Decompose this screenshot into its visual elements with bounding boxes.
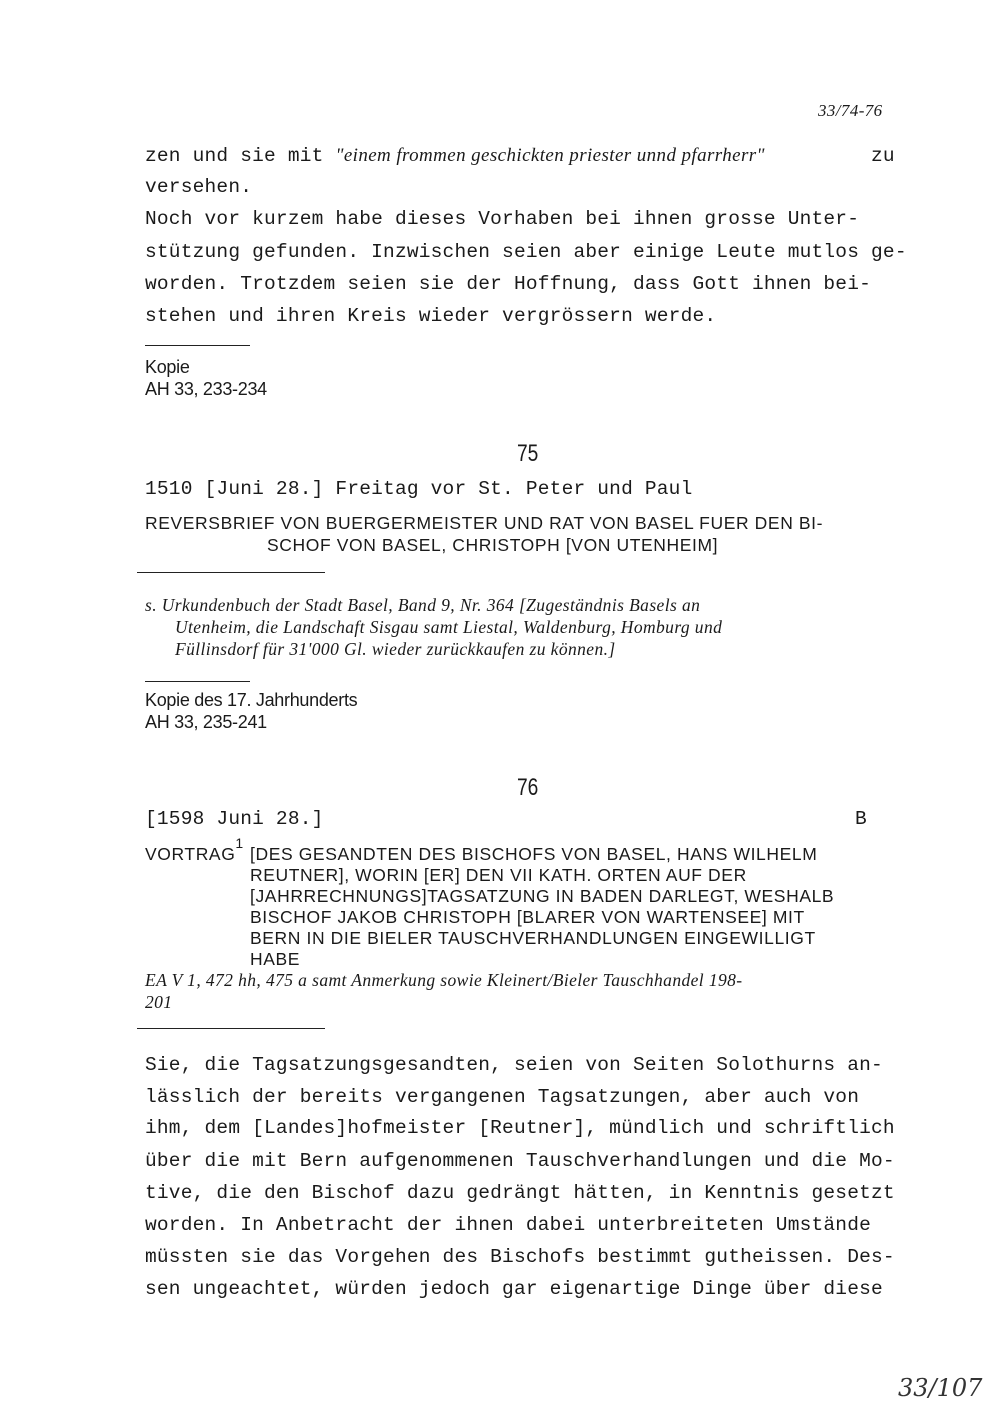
document-date: 1510 [Juni 28.] Freitag vor St. Peter und Paul [145, 478, 693, 500]
footnote-marker: 1 [235, 835, 244, 851]
source-ref: AH 33, 235-241 [145, 712, 267, 732]
text-line: ihm, dem [Landes]hofmeister [Reutner], mündlich und schriftlich [145, 1117, 895, 1139]
text-line: Noch vor kurzem habe dieses Vorhaben bei ihnen grosse Unter- [145, 208, 860, 230]
text-line: tive, die den Bischof dazu gedrängt hätten, in Kenntnis gesetzt [145, 1182, 895, 1204]
document-title: HABE [250, 949, 301, 969]
note-line: Utenheim, die Landschaft Sisgau samt Liestal, Waldenburg, Homburg und [175, 617, 723, 637]
separator-rule [145, 681, 250, 682]
handwritten-folio-number: 33/107 [898, 1374, 983, 1402]
text-line: zen und sie mit "einem frommen geschickten priester unnd pfarrherr" [145, 145, 765, 167]
page-reference: 33/74-76 [818, 101, 883, 120]
text-line: müssten sie das Vorgehen des Bischofs bestimmt gutheissen. Des- [145, 1246, 895, 1268]
separator-rule [137, 572, 325, 573]
text-line: worden. Trotzdem seien sie der Hoffnung, dass Gott ihnen bei- [145, 273, 872, 295]
document-title: REUTNER], WORIN [ER] DEN VII KATH. ORTEN AUF DER [250, 865, 747, 885]
text-line: versehen. [145, 176, 253, 198]
document-number: 76 [517, 774, 539, 801]
source-label: Kopie [145, 357, 190, 377]
document-title: BISCHOF JAKOB CHRISTOPH [BLARER VON WARTENSEE] MIT [250, 907, 805, 927]
document-title: [DES GESANDTEN DES BISCHOFS VON BASEL, HANS WILHELM [250, 844, 818, 864]
document-letter: B [855, 808, 867, 830]
source-ref: AH 33, 233-234 [145, 379, 267, 399]
document-title: REVERSBRIEF VON BUERGERMEISTER UND RAT VON BASEL FUER DEN BI- [145, 513, 824, 533]
text-line: lässlich der bereits vergangenen Tagsatzungen, aber auch von [145, 1086, 860, 1108]
note-line: Füllinsdorf für 31'000 Gl. wieder zurückkaufen zu können.] [175, 639, 616, 659]
document-title-prefix: VORTRAG$^1$ [145, 835, 244, 864]
text-line: zu [871, 145, 895, 167]
source-label: Kopie des 17. Jahrhunderts [145, 690, 358, 710]
document-title: BERN IN DIE BIELER TAUSCHVERHANDLUNGEN EINGEWILLIGT [250, 928, 816, 948]
document-title: [JAHRRECHNUNGS]TAGSATZUNG IN BADEN DARLEGT, WESHALB [250, 886, 835, 906]
document-date: [1598 Juni 28.] [145, 808, 324, 830]
separator-rule [137, 1028, 325, 1029]
text-line: über die mit Bern aufgenommenen Tauschverhandlungen und die Mo- [145, 1150, 895, 1172]
text-line: stützung gefunden. Inzwischen seien aber einige Leute mutlos ge- [145, 241, 907, 263]
separator-rule [145, 345, 250, 346]
text-line: stehen und ihren Kreis wieder vergrössern werde. [145, 305, 717, 327]
document-title-continued: SCHOF VON BASEL, CHRISTOPH [VON UTENHEIM] [267, 535, 719, 555]
text-line: worden. In Anbetracht der ihnen dabei unterbreiteten Umstände [145, 1214, 872, 1236]
document-number: 75 [517, 440, 539, 467]
edition-reference: 201 [145, 992, 173, 1012]
edition-reference: EA V 1, 472 hh, 475 a samt Anmerkung sowie Kleinert/Bieler Tauschhandel 198- [145, 970, 743, 990]
text-line: sen ungeachtet, würden jedoch gar eigenartige Dinge über diese [145, 1278, 883, 1300]
quoted-phrase: "einem frommen geschickten priester unnd pfarrherr" [335, 145, 765, 166]
note-line: s. Urkundenbuch der Stadt Basel, Band 9, Nr. 364 [Zugeständnis Basels an [145, 595, 701, 615]
text-line: Sie, die Tagsatzungsgesandten, seien von Seiten Solothurns an- [145, 1054, 883, 1076]
